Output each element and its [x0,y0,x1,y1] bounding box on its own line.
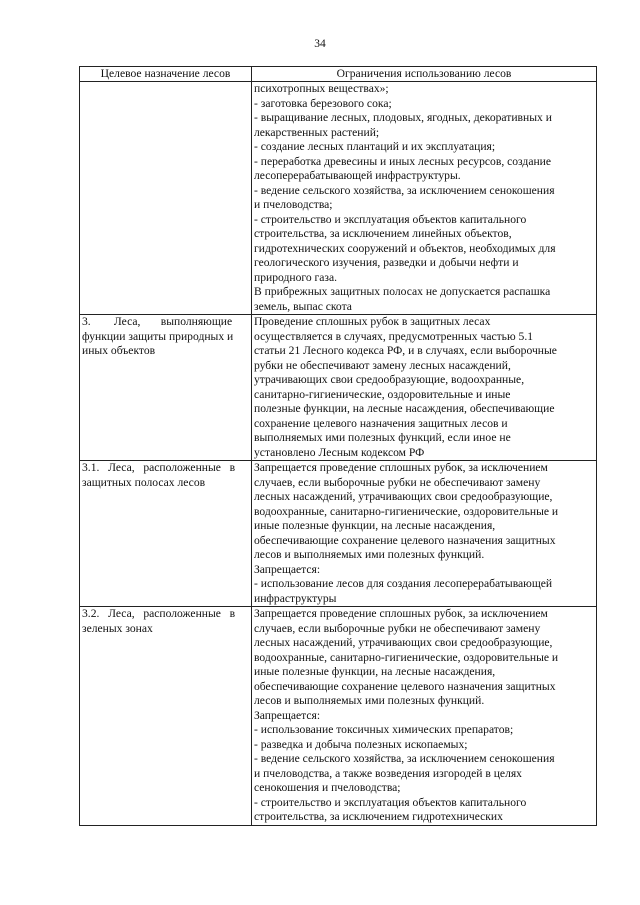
restriction-line: лесоперерабатывающей инфраструктуры. [254,169,461,182]
restriction-line: сохранение целевого назначения защитных лесов и [254,416,508,430]
restriction-line: гидротехнических сооружений и объектов, необходимых для [254,241,556,255]
restriction-line: рубки не обеспечивают замену лесных насаждений, [254,358,511,372]
table-row [80,461,597,607]
restriction-line: природного газа. [254,270,338,284]
restriction-line: - создание лесных плантаций и их эксплуатация; [254,140,496,153]
restriction-line: лесных насаждений, утрачивающих свои средообразующие, [254,490,553,503]
restriction-line: земель, выпас скота [254,299,352,313]
forest-restrictions-table [79,66,597,826]
restriction-line: утрачивающих свои средообразующие, водоохранные, [254,373,525,386]
restriction-line: - ведение сельского хозяйства, за исключением сенокошения [254,752,555,765]
restriction-cell [252,315,597,461]
purpose-line: функции защиты природных и [82,329,234,343]
header-purpose: Целевое назначение лесов [80,67,252,82]
restriction-line: иные полезные функции, на лесные насаждения, [254,665,496,678]
purpose-line: 3.2. Леса, расположенные в [82,607,236,620]
restriction-line: случаев, если выборочные рубки не обеспечивают замену [254,621,541,635]
restriction-line: полезные функции, на лесные насаждения, обеспечивающие [254,402,555,415]
restriction-line: осуществляется в случаях, предусмотренных частью 5.1 [254,329,534,343]
restriction-line: - заготовка березового сока; [254,96,392,110]
restriction-line: и пчеловодства, а также возведения изгородей в целях [254,766,522,780]
restriction-line: Запрещается проведение сплошных рубок, за исключением [254,461,548,474]
purpose-line: защитных полосах лесов [82,475,206,489]
purpose-line: 3. Леса, выполняющие [82,315,233,328]
restriction-line: обеспечивающие сохранение целевого назначения защитных [254,533,556,547]
restriction-line: Запрещается: [254,708,321,722]
restriction-line: инфраструктуры [254,591,337,605]
restriction-line: Запрещается проведение сплошных рубок, за исключением [254,607,548,620]
table-body [80,82,597,826]
purpose-line: зеленых зонах [82,621,153,635]
restriction-line: Запрещается: [254,562,321,576]
restriction-line: иные полезные функции, на лесные насаждения, [254,519,496,532]
page-number: 34 [314,38,326,50]
restriction-line: - использование лесов для создания лесоперерабатывающей [254,577,553,590]
purpose-cell [80,315,252,461]
restriction-line: - переработка древесины и иных лесных ресурсов, создание [254,154,552,168]
restriction-line: выполняемых ими полезных функций, если иное не [254,431,511,444]
table-row [80,82,597,315]
restriction-line: и пчеловодства; [254,198,333,211]
restriction-line: статьи 21 Лесного кодекса РФ, и в случаях, если выборочные [254,344,557,357]
purpose-cell [80,82,252,315]
restriction-line: геологического изучения, разведки и добычи нефти и [254,256,519,269]
restriction-line: сенокошения и пчеловодства; [254,781,401,794]
header-restrictions: Ограничения использованию лесов [252,67,597,82]
restriction-line: водоохранные, санитарно-гигиенические, оздоровительные и [254,504,559,518]
purpose-line: иных объектов [82,344,156,357]
restriction-line: лекарственных растений; [254,125,380,139]
restriction-cell [252,461,597,607]
restriction-line: - строительство и эксплуатация объектов капитального [254,212,527,226]
restriction-line: обеспечивающие сохранение целевого назначения защитных [254,679,556,693]
restriction-cell [252,607,597,826]
restriction-line: психотропных веществах»; [254,82,389,95]
restriction-line: лесов и выполняемых ими полезных функций. [254,694,485,707]
purpose-cell [80,461,252,607]
restriction-line: Проведение сплошных рубок в защитных лесах [254,315,491,328]
restriction-line: строительства, за исключением линейных объектов, [254,227,512,240]
restriction-line: лесных насаждений, утрачивающих свои средообразующие, [254,636,553,649]
purpose-line: 3.1. Леса, расположенные в [82,461,236,474]
table-row [80,315,597,461]
restriction-line: - использование токсичных химических препаратов; [254,723,514,736]
table-header-row [80,67,597,82]
restriction-line: - выращивание лесных, плодовых, ягодных, декоративных и [254,111,552,124]
purpose-cell [80,607,252,826]
restriction-line: водоохранные, санитарно-гигиенические, оздоровительные и [254,650,559,664]
table-row [80,607,597,826]
restriction-cell [252,82,597,315]
restriction-line: - строительство и эксплуатация объектов капитального [254,795,527,809]
restriction-line: санитарно-гигиенические, оздоровительные и иные [254,387,511,401]
restriction-line: случаев, если выборочные рубки не обеспечивают замену [254,475,541,489]
restriction-line: лесов и выполняемых ими полезных функций. [254,548,485,561]
restriction-line: - ведение сельского хозяйства, за исключением сенокошения [254,183,555,197]
restriction-line: В прибрежных защитных полосах не допускается распашка [254,285,551,298]
restriction-line: установлено Лесным кодексом РФ [254,445,425,459]
restriction-line: строительства, за исключением гидротехнических [254,810,503,823]
restriction-line: - разведка и добыча полезных ископаемых; [254,737,468,751]
